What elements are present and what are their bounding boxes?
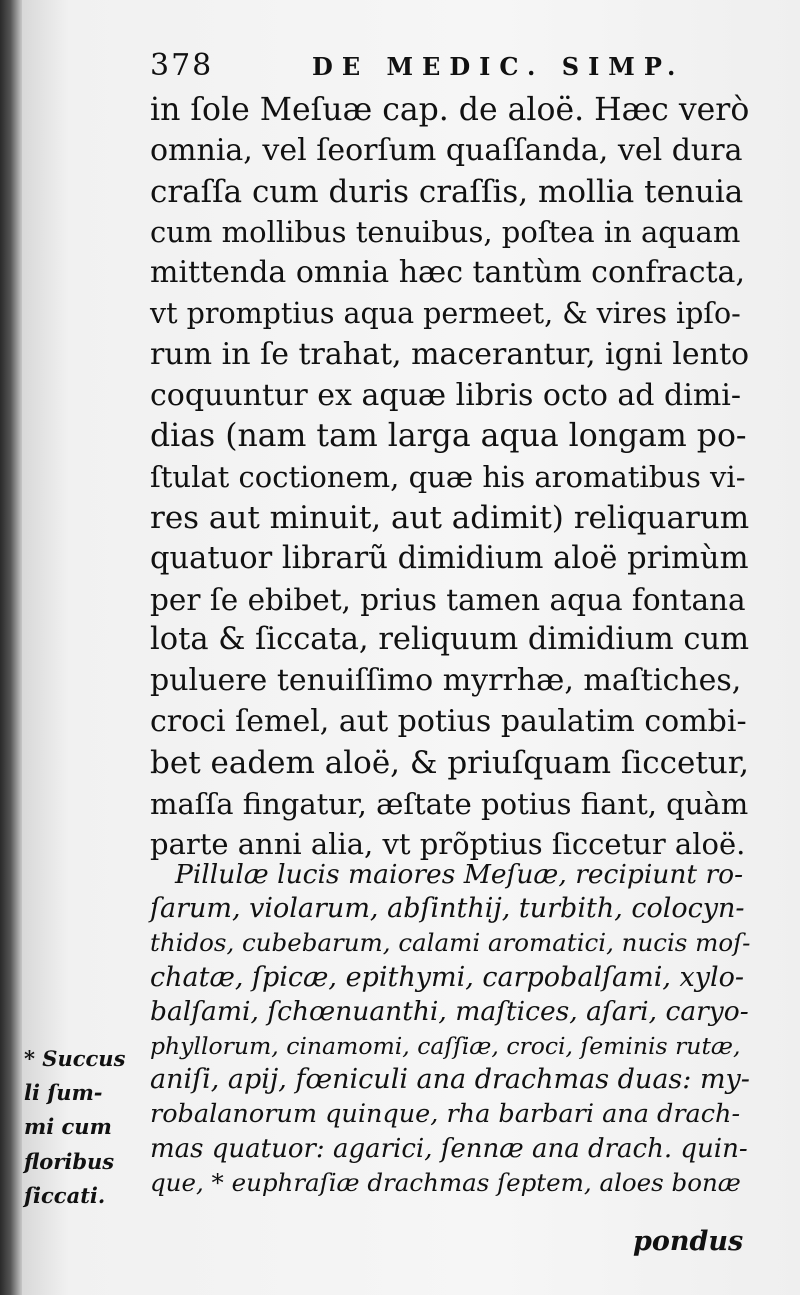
text-line: dias (nam tam larga aqua longam po- [150,418,747,455]
main-text-block [150,90,750,865]
text-line: croci ſemel, aut potius paulatim combi- [150,703,747,739]
recipe-italic-block [150,858,750,1200]
margin-note-line: mi cum [24,1114,112,1140]
margin-note-line: ſiccati. [24,1182,106,1208]
text-line: bet eadem aloë, & priuſquam ſiccetur, [150,744,750,781]
italic-line: robalanorum quinque, rha barbari ana drach- [150,1099,741,1130]
text-line: in ſole Meſuæ cap. de aloë. Hæc verò [150,92,750,128]
margin-note-line: * Succus [24,1046,126,1071]
italic-line: que, * euphraſiæ drachmas ſeptem, aloes bonæ [150,1167,741,1197]
italic-line: phyllorum, cinamomi, caſſiæ, croci, ſeminis rutæ, [150,1031,741,1060]
page-header [150,48,710,88]
italic-line: ſarum, violarum, abſinthij, turbith, colocyn- [150,893,745,925]
text-line: quatuor librarũ dimidium aloë primùm [150,540,749,576]
italic-line: mas quatuor: agarici, ſennæ ana drach. quin- [150,1133,748,1164]
text-line: rum in ſe trahat, macerantur, igni lento [150,336,750,372]
text-line: omnia, vel ſeorſum quaſſanda, vel dura [150,132,743,168]
text-line: ſtulat coctionem, quæ his aromatibus vi- [150,460,746,495]
italic-line: balſami, ſchœnuanthi, maſtices, aſari, caryo- [150,995,749,1027]
margin-note-line: floribus [24,1148,115,1174]
page-number: 378 [150,48,214,83]
margin-note-line: li ſum- [24,1080,103,1106]
text-line: per ſe ebibet, prius tamen aqua fontana [150,582,746,617]
text-line: res aut minuit, aut adimit) reliquarum [150,499,750,536]
text-line: craſſa cum duris craſſis, mollia tenuia [150,173,744,210]
text-line: cum mollibus tenuibus, poſtea in aquam [150,215,741,250]
italic-line: chatæ, ſpicæ, epithymi, carpobalſami, xylo- [150,961,745,993]
margin-note [24,1042,142,1213]
text-line: mittenda omnia hæc tantùm confracta, [150,255,745,291]
text-line: puluere tenuiſſimo myrrhæ, maſtiches, [150,663,742,699]
text-line: vt promptius aqua permeet, & vires ipſo- [150,296,741,330]
text-line: lota & ſiccata, reliquum dimidium cum [150,622,750,658]
italic-line: Pillulæ lucis maiores Meſuæ, recipiunt ro- [175,859,744,890]
italic-line: aniſi, apij, fœniculi ana drachmas duas: my- [150,1064,750,1096]
text-line: maſſa fingatur, æſtate potius fiant, quàm [150,786,749,821]
text-line: parte anni alia, vt prõptius ſiccetur aloë. [150,827,746,862]
running-title: DE MEDIC. SIMP. [312,52,685,81]
text-line: coquuntur ex aquæ libris octo ad dimi- [150,377,742,413]
italic-line: thidos, cubebarum, calami aromatici, nucis moſ- [150,928,751,958]
catchword: pondus [633,1226,744,1257]
